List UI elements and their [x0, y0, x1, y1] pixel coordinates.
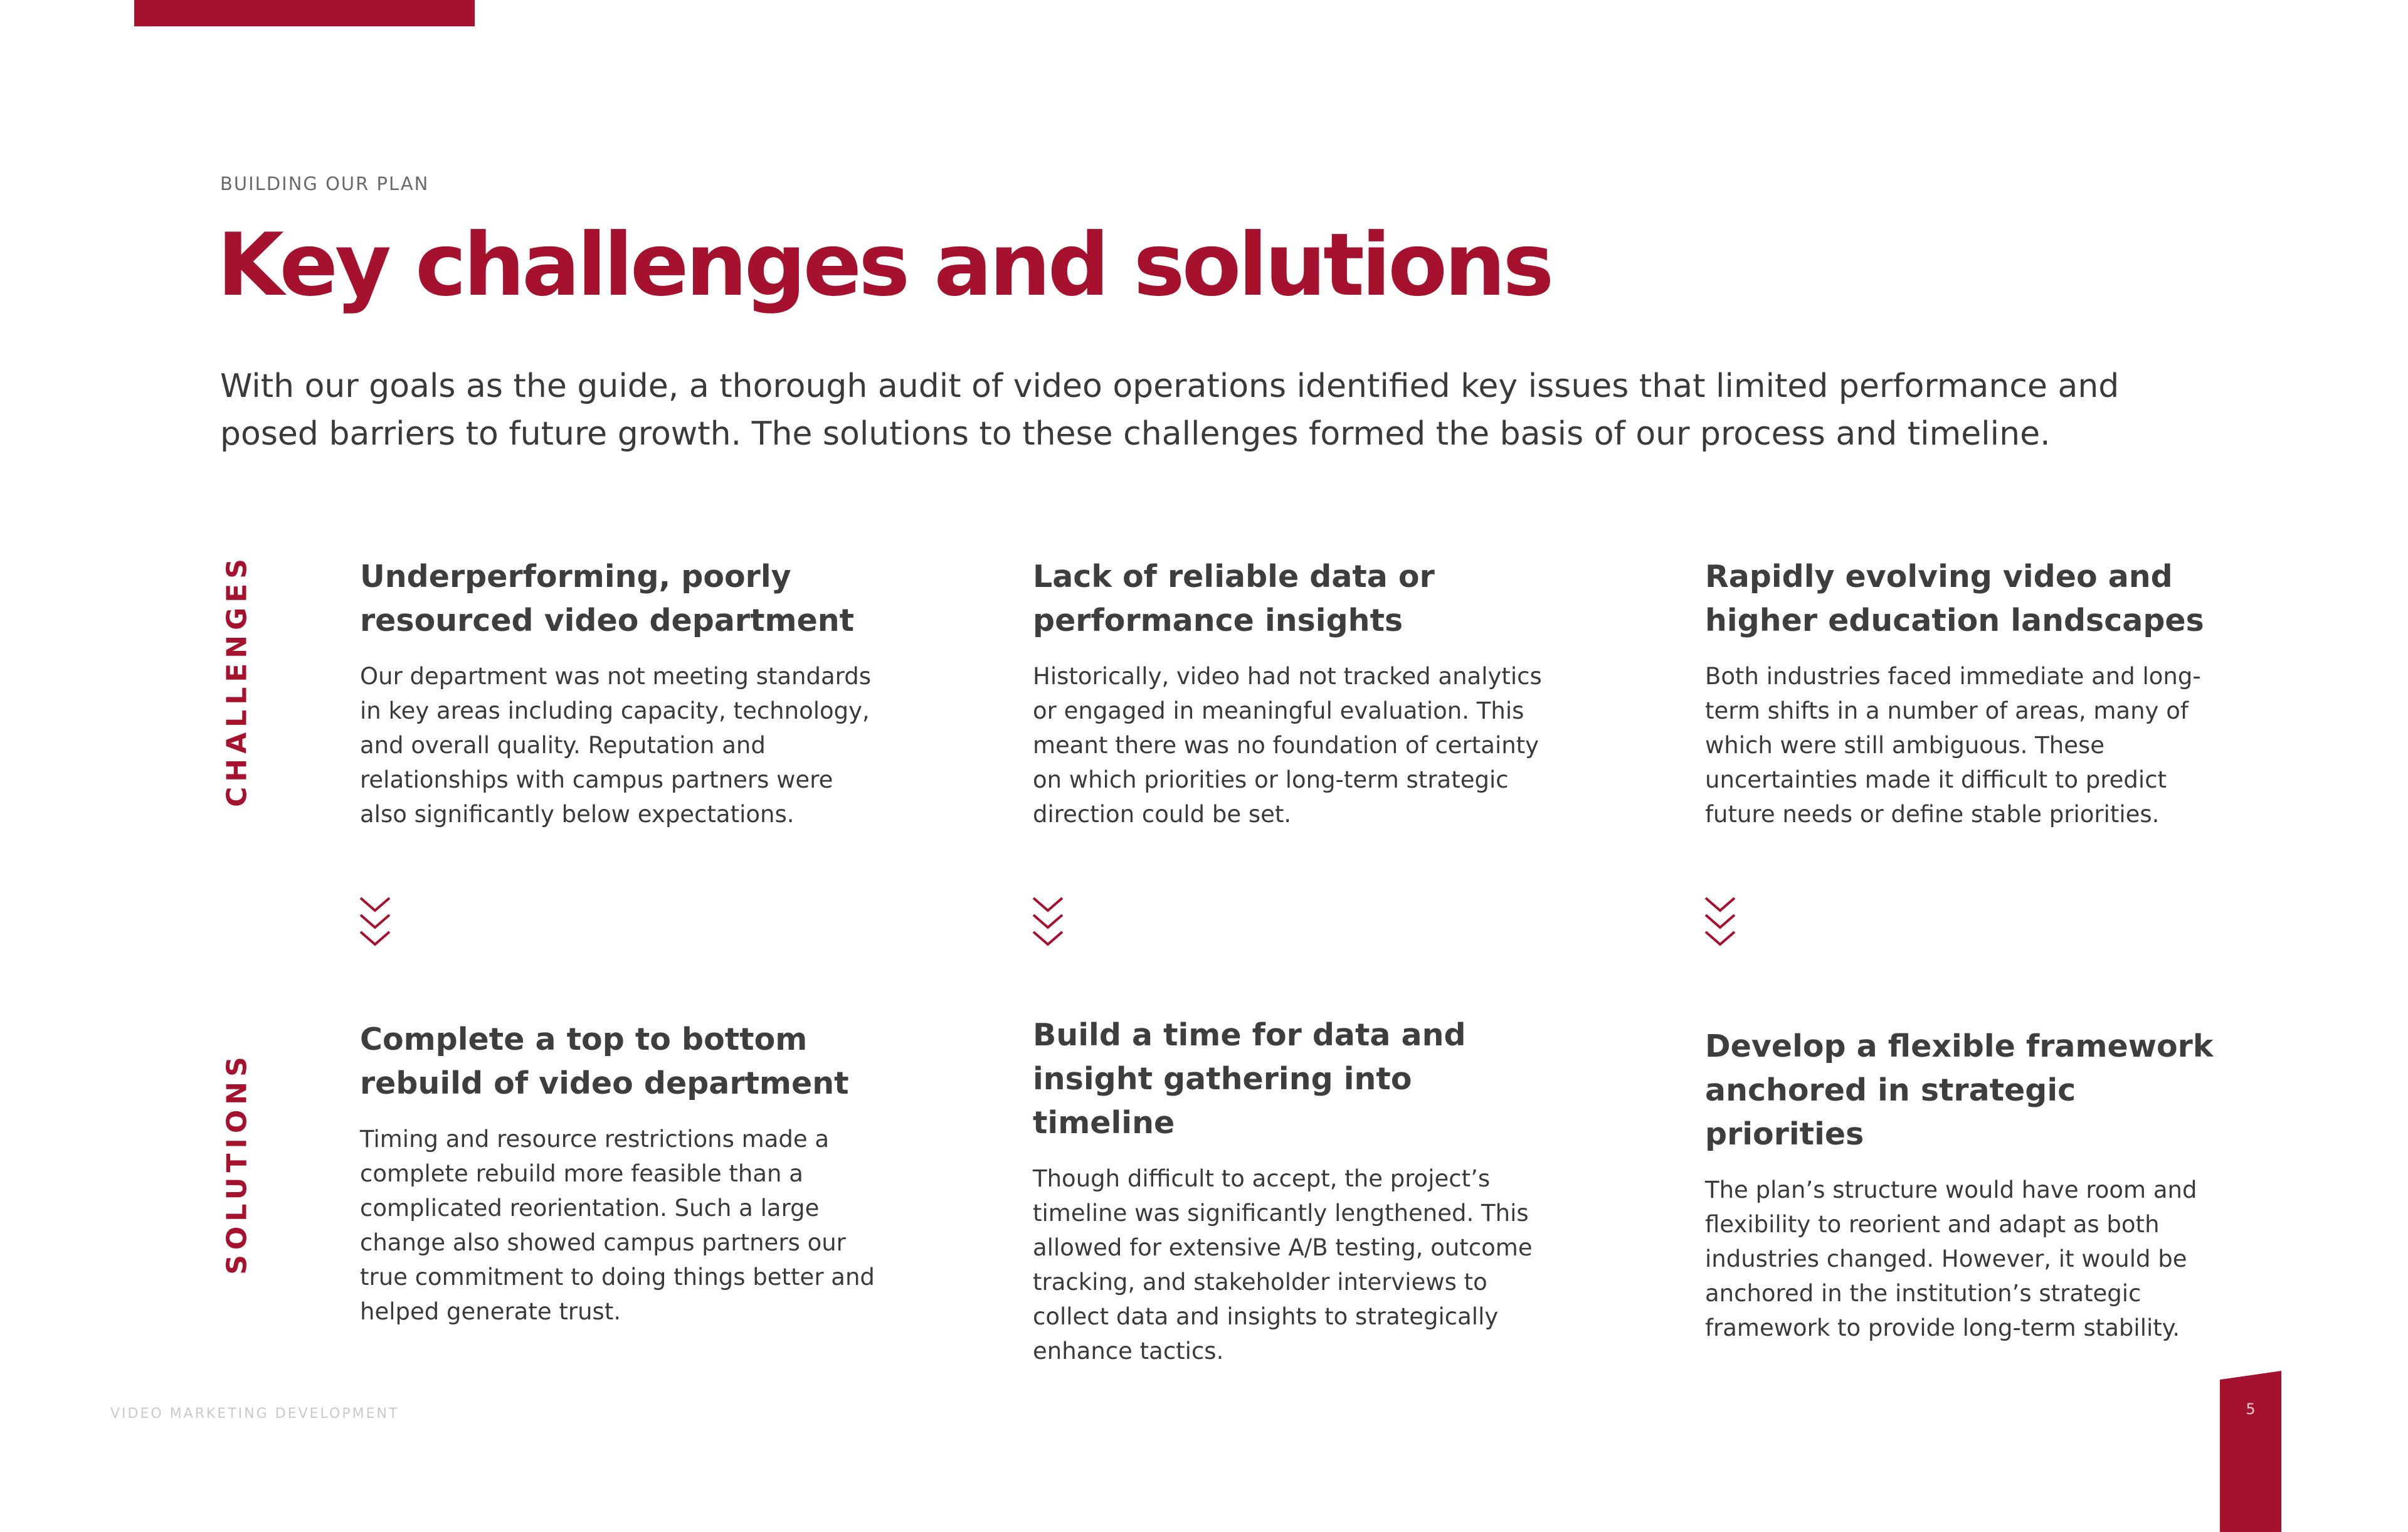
solution-heading: Develop a flexible framework anchored in strategic priorities	[1705, 1028, 2214, 1152]
section-eyebrow: BUILDING OUR PLAN	[220, 173, 430, 194]
challenges-side-label: CHALLENGES	[221, 554, 253, 807]
intro-paragraph: With our goals as the guide, a thorough audit of video operations identified key issues that limited performance and posed barriers to future growth. The solutions to these challenges formed the basis of our process and timeline.	[220, 367, 2120, 453]
page-number-tab	[2220, 1371, 2281, 1532]
challenge-heading: Rapidly evolving video and higher education landscapes	[1705, 559, 2204, 638]
challenge-card-1	[360, 555, 887, 832]
triple-chevron-down-icon	[1032, 895, 1064, 949]
solution-heading: Build a time for data and insight gathering into timeline	[1033, 1017, 1466, 1141]
solution-heading: Complete a top to bottom rebuild of video department	[360, 1022, 849, 1101]
top-accent-bar	[134, 0, 475, 26]
solution-card-3	[1705, 1025, 2232, 1345]
challenge-card-2	[1033, 555, 1560, 832]
challenge-body: Our department was not meeting standards in key areas including capacity, technology, and overall quality. Reputation and relationships with campus partners were also significantly below expectations.	[360, 663, 871, 828]
page-title: Key challenges and solutions	[217, 214, 1551, 315]
solution-card-1	[360, 1018, 887, 1329]
page-number: 5	[2246, 1400, 2256, 1418]
challenge-body: Historically, video had not tracked analytics or engaged in meaningful evaluation. This meant there was no foundation of certainty on which priorities or long-term strategic direction could be set.	[1033, 663, 1542, 828]
solutions-side-label: SOLUTIONS	[221, 1052, 253, 1275]
solution-body: The plan’s structure would have room and flexibility to reorient and adapt as both industries changed. However, it would be anchored in the institution’s strategic framework to provide long-term stability.	[1705, 1176, 2197, 1341]
challenge-heading: Underperforming, poorly resourced video department	[360, 559, 855, 638]
footer-section-label: VIDEO MARKETING DEVELOPMENT	[110, 1406, 399, 1422]
solution-body: Timing and resource restrictions made a complete rebuild more feasible than a complicated reorientation. Such a large change also showed campus partners our true commitment to doing things better and helped generate trust.	[360, 1126, 875, 1325]
challenge-card-3	[1705, 555, 2232, 832]
solution-card-2	[1033, 1013, 1560, 1368]
solution-body: Though difficult to accept, the project’s timeline was significantly lengthened. This allowed for extensive A/B testing, outcome tracking, and stakeholder interviews to collect data and insights to strategically enhance tactics.	[1033, 1165, 1533, 1365]
challenge-body: Both industries faced immediate and long-term shifts in a number of areas, many of which were still ambiguous. These uncertainties made it difficult to predict future needs or define stable priorities.	[1705, 663, 2201, 828]
triple-chevron-down-icon	[1704, 895, 1736, 949]
challenge-heading: Lack of reliable data or performance insights	[1033, 559, 1435, 638]
triple-chevron-down-icon	[359, 895, 391, 949]
